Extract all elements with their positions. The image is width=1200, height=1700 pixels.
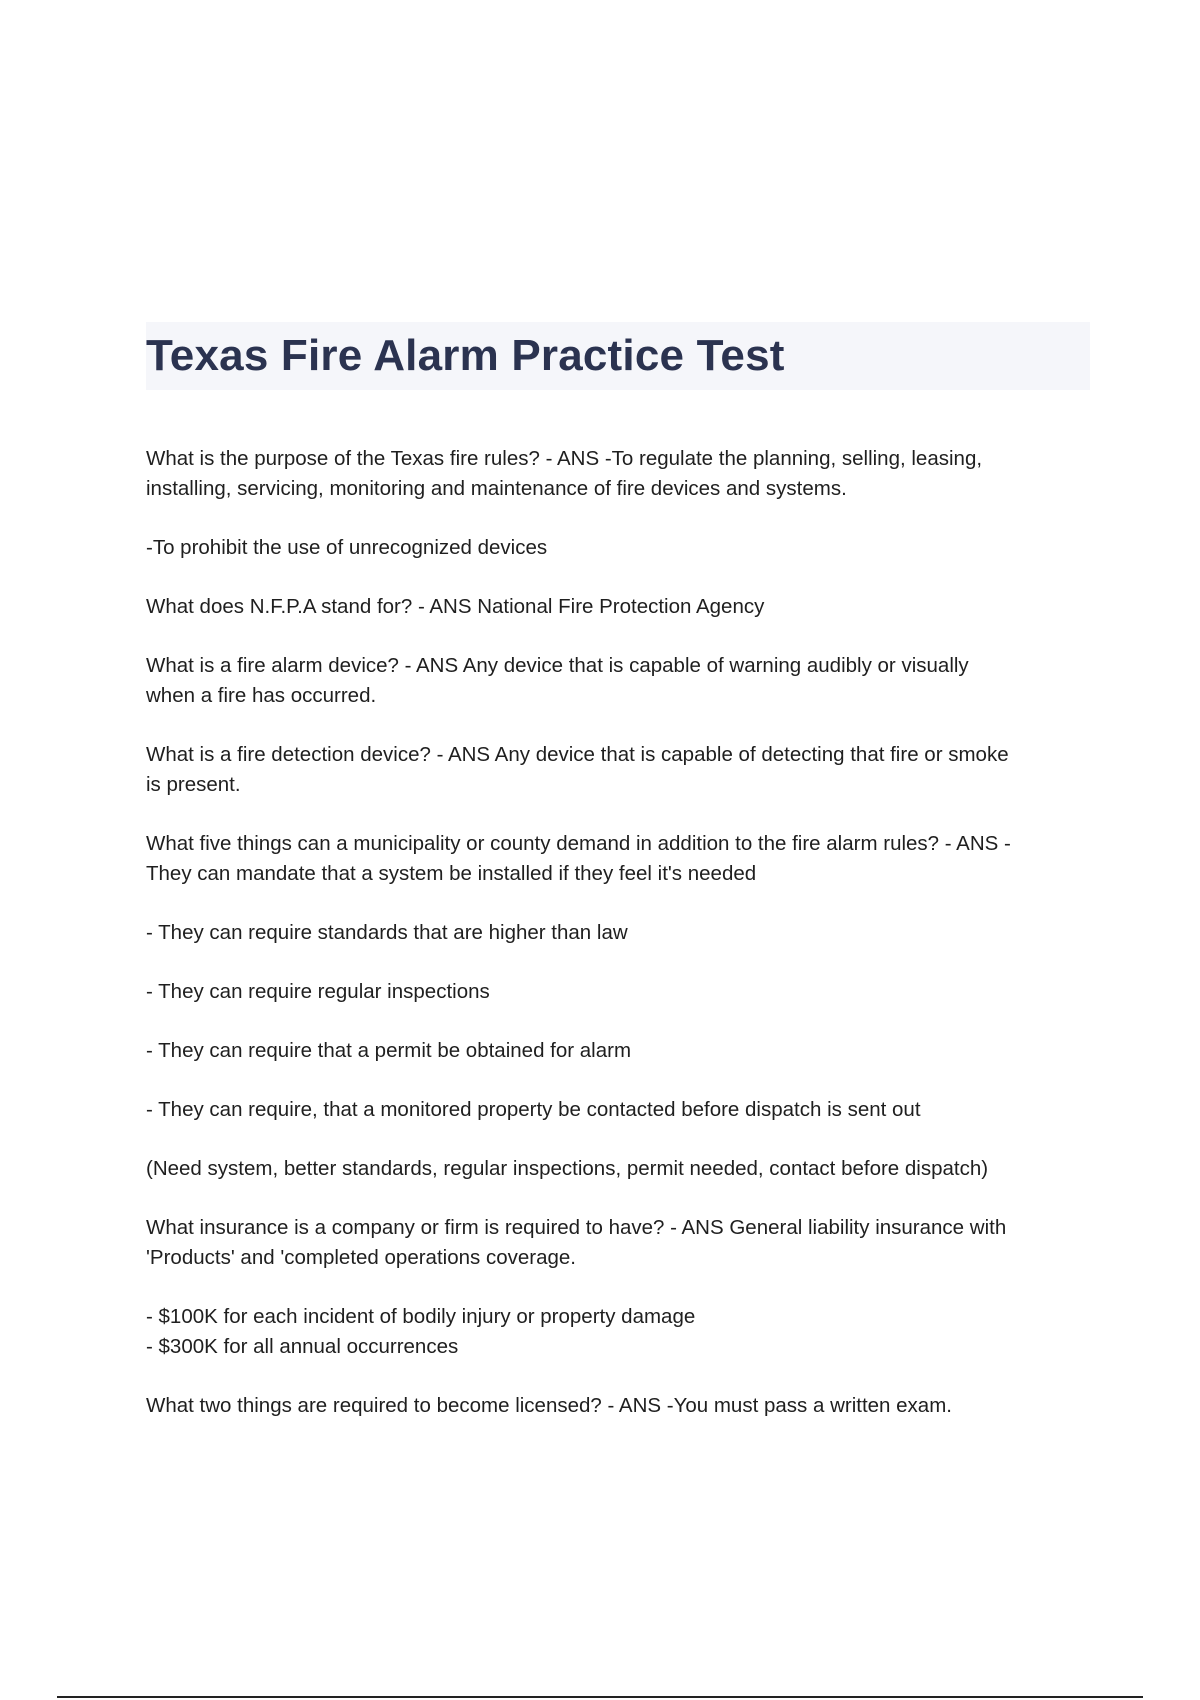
qa-paragraph: - $100K for each incident of bodily injury or property damage - $300K for all annual occurrences <box>146 1305 696 1358</box>
document-body <box>146 444 1096 1450</box>
title-band <box>146 322 1090 390</box>
qa-paragraph: -To prohibit the use of unrecognized devices <box>146 536 548 559</box>
qa-paragraph: What is a fire alarm device? - ANS Any device that is capable of warning audibly or visually when a fire has occurred. <box>146 654 969 707</box>
qa-paragraph: What five things can a municipality or county demand in addition to the fire alarm rules? - ANS - They can mandate that a system be installed if they feel it's needed <box>146 832 1011 885</box>
qa-paragraph: - They can require regular inspections <box>146 980 490 1003</box>
qa-paragraph: (Need system, better standards, regular inspections, permit needed, contact before dispatch) <box>146 1157 989 1180</box>
qa-paragraph: What is the purpose of the Texas fire rules? - ANS -To regulate the planning, selling, leasing, installing, servicing, monitoring and maintenance of fire devices and systems. <box>146 447 983 500</box>
qa-paragraph: - They can require that a permit be obtained for alarm <box>146 1039 632 1062</box>
page-title: Texas Fire Alarm Practice Test <box>146 331 785 380</box>
qa-paragraph: - They can require standards that are higher than law <box>146 921 628 944</box>
qa-paragraph: What two things are required to become licensed? - ANS -You must pass a written exam. <box>146 1394 952 1417</box>
footer-divider <box>57 1696 1143 1698</box>
qa-paragraph: What does N.F.P.A stand for? - ANS National Fire Protection Agency <box>146 595 765 618</box>
qa-paragraph: What insurance is a company or firm is required to have? - ANS General liability insurance with 'Products' and 'completed operations coverage. <box>146 1216 1007 1269</box>
qa-paragraph: - They can require, that a monitored property be contacted before dispatch is sent out <box>146 1098 921 1121</box>
qa-paragraph: What is a fire detection device? - ANS Any device that is capable of detecting that fire or smoke is present. <box>146 743 1009 796</box>
